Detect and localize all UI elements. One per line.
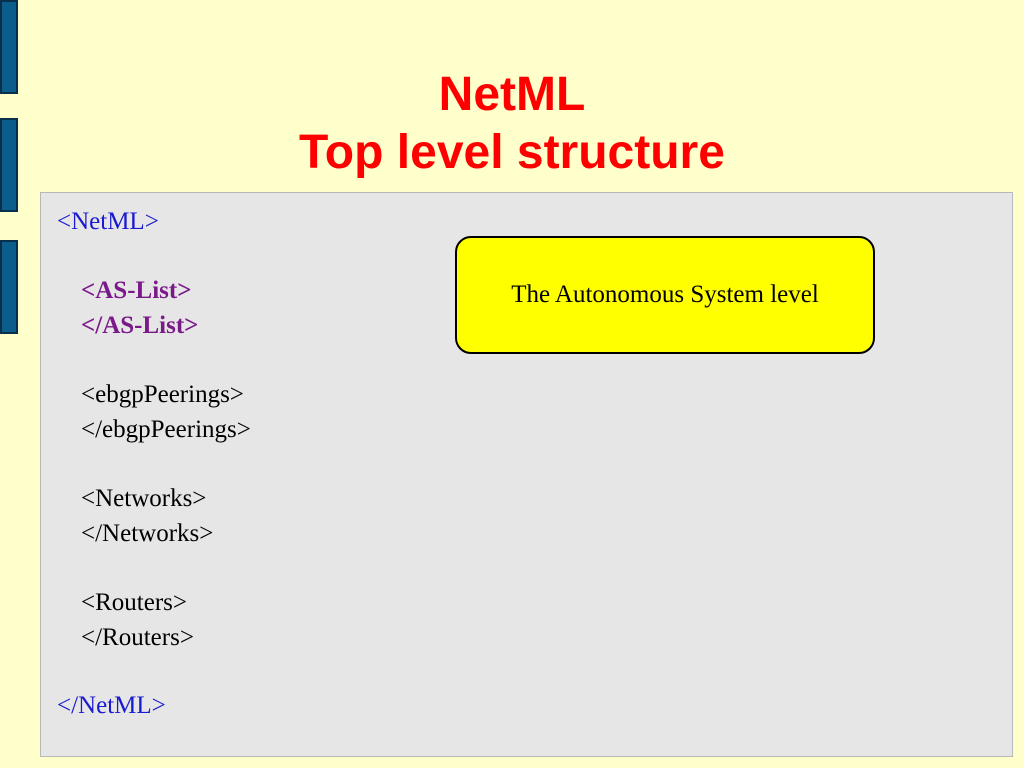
networks-open-tag: <Networks> — [81, 485, 207, 512]
slide-title-line-2: Top level structure — [299, 126, 725, 179]
as-list-open-tag: <AS-List> — [81, 277, 192, 304]
callout-text: The Autonomous System level — [511, 281, 819, 308]
routers-open-tag: <Routers> — [81, 589, 187, 616]
netml-close-tag: </NetML> — [57, 692, 166, 719]
netml-open-tag: <NetML> — [57, 208, 159, 235]
slide-title — [0, 66, 1024, 182]
ebgp-peerings-open-tag: <ebgpPeerings> — [81, 381, 244, 408]
as-list-close-tag: </AS-List> — [81, 312, 199, 339]
autonomous-system-callout — [455, 236, 875, 354]
slide-title-line-1: NetML — [438, 68, 586, 121]
ebgp-peerings-close-tag: </ebgpPeerings> — [81, 416, 251, 443]
networks-close-tag: </Networks> — [81, 520, 214, 547]
side-tab-3 — [0, 240, 18, 334]
routers-close-tag: </Routers> — [81, 624, 194, 651]
